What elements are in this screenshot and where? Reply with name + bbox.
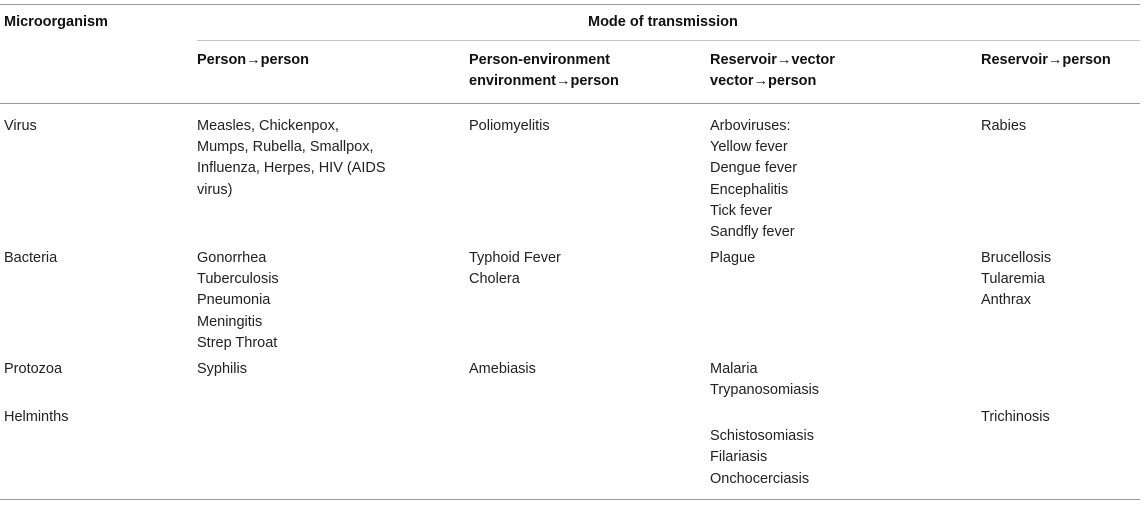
- cell-line: Arboviruses:: [710, 118, 791, 134]
- row-virus-person-environment: [469, 116, 550, 137]
- header-bottom-rule: [0, 103, 1140, 104]
- cell-line: Poliomyelitis: [469, 118, 550, 134]
- row-virus-person-person: [197, 116, 386, 201]
- row-protozoa-organism: Protozoa: [4, 361, 63, 377]
- cell-line: Brucellosis: [981, 250, 1052, 266]
- cell-line: Filariasis: [710, 449, 768, 466]
- cell-line: Trichinosis: [981, 409, 1050, 425]
- cell-line: Meningitis: [197, 313, 263, 330]
- cell-line: Influenza, Herpes, HIV (AIDS: [197, 160, 386, 177]
- row-protozoa-person-person: [197, 359, 247, 380]
- bottom-rule: [0, 499, 1140, 500]
- cell-line: Cholera: [469, 271, 520, 288]
- cell-line: Schistosomiasis: [710, 428, 814, 445]
- header-reservoir-person: [981, 50, 1111, 71]
- row-bacteria-reservoir-vector: [710, 248, 755, 269]
- cell-line: Malaria: [710, 361, 758, 377]
- header-person-person: [197, 50, 309, 71]
- cell-line: Amebiasis: [469, 361, 536, 377]
- cell-line: Plague: [710, 250, 756, 266]
- cell-line: Anthrax: [981, 292, 1031, 309]
- row-helminths-reservoir-person: [981, 407, 1050, 428]
- row-bacteria-person-person: [197, 248, 279, 354]
- cell-line: Onchocerciasis: [710, 470, 810, 487]
- cell-line: Tuberculosis: [197, 271, 279, 288]
- header-person-environment: [469, 50, 619, 92]
- header-line: environment→person: [469, 73, 619, 89]
- group-header-rule: [197, 40, 1140, 41]
- row-virus-reservoir-vector: [710, 116, 797, 243]
- cell-line: Mumps, Rubella, Smallpox,: [197, 139, 374, 156]
- cell-line: Encephalitis: [710, 181, 789, 198]
- row-bacteria-organism: Bacteria: [4, 250, 58, 266]
- cell-line: Yellow fever: [710, 139, 788, 156]
- row-bacteria-reservoir-person: [981, 248, 1051, 312]
- header-reservoir-vector: [710, 50, 835, 92]
- header-line: Reservoir→person: [981, 52, 1111, 68]
- top-rule: [0, 4, 1140, 5]
- header-microorganism: Microorganism: [4, 14, 108, 30]
- cell-line: Pneumonia: [197, 292, 271, 309]
- cell-line: Strep Throat: [197, 334, 278, 351]
- row-helminths-reservoir-vector: [710, 405, 814, 490]
- row-helminths-organism: Helminths: [4, 409, 69, 425]
- cell-line: Sandfly fever: [710, 224, 795, 241]
- cell-line: Dengue fever: [710, 160, 798, 177]
- cell-line: Trypanosomiasis: [710, 382, 820, 399]
- row-virus-reservoir-person: [981, 116, 1026, 137]
- row-virus-organism: Virus: [4, 118, 37, 134]
- cell-line: Measles, Chickenpox,: [197, 118, 339, 134]
- row-bacteria-person-environment: [469, 248, 561, 290]
- cell-line: Syphilis: [197, 361, 247, 377]
- header-mode-of-transmission: Mode of transmission: [588, 14, 738, 30]
- header-line: vector→person: [710, 73, 817, 89]
- row-protozoa-reservoir-vector: [710, 359, 819, 401]
- header-line: Person→person: [197, 52, 309, 68]
- cell-line: Typhoid Fever: [469, 250, 561, 266]
- header-line: Reservoir→vector: [710, 52, 835, 68]
- cell-line: virus): [197, 181, 233, 198]
- cell-line: Rabies: [981, 118, 1027, 134]
- cell-line: Gonorrhea: [197, 250, 267, 266]
- cell-line: [710, 405, 814, 426]
- cell-line: Tick fever: [710, 202, 773, 219]
- header-line: Person-environment: [469, 52, 610, 68]
- row-protozoa-person-environment: [469, 359, 536, 380]
- cell-line: Tularemia: [981, 271, 1045, 288]
